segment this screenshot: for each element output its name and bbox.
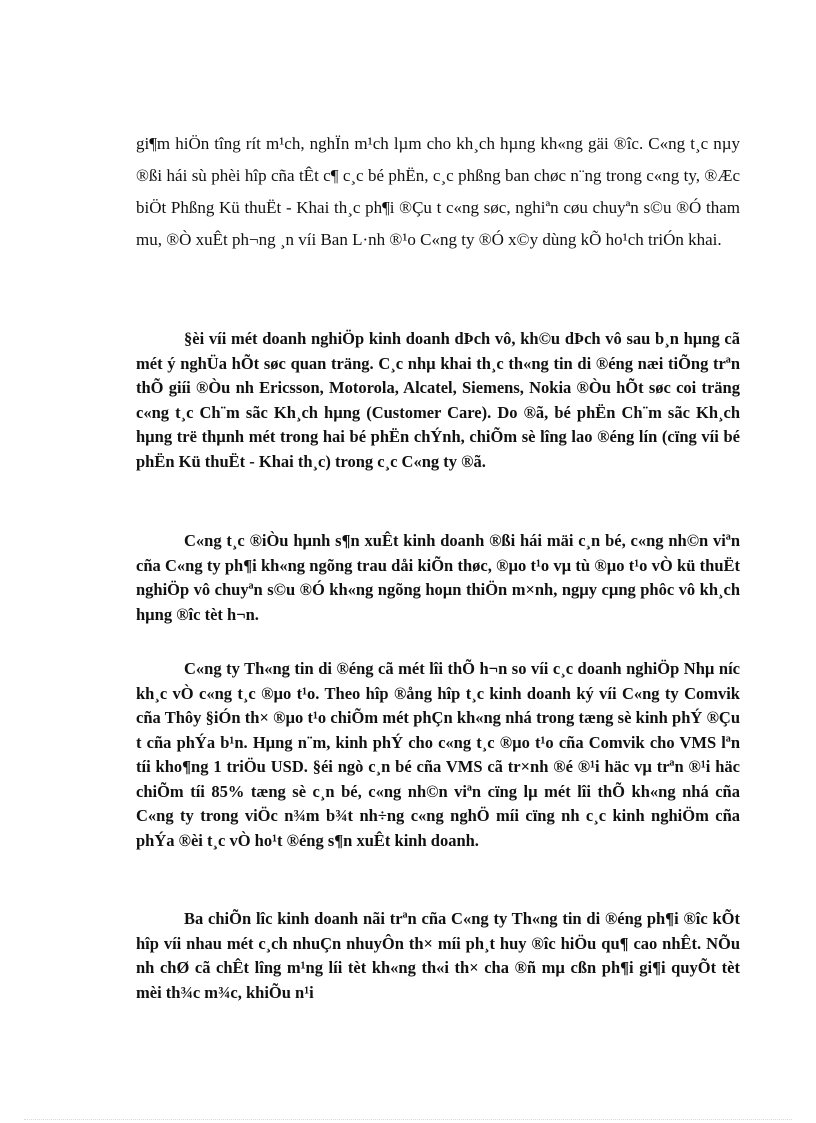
paragraph-1: gi¶m hiÖn tîng rít m¹ch, nghÏn m¹ch lµm cho kh¸ch hµng kh«ng gäi ®îc. C«ng t¸c nµy ®ßi hái sù phèi hîp cña tÊt c¶ c¸c bé phËn, c¸c phßng ban chøc n¨ng trong c«ng ty, ®Æc biÖt Phßng Kü thuËt - Khai th¸c ph¶i ®Çu t c«ng søc, nghiªn cøu chuyªn s©u ®Ó tham mu, ®Ò xuÊt ph¬ng ¸n víi Ban L·nh ®¹o C«ng ty ®Ó x©y dùng kÕ ho¹ch triÓn khai. — [136, 134, 740, 249]
paragraph-2: §èi víi mét doanh nghiÖp kinh doanh dÞch vô, kh©u dÞch vô sau b¸n hµng cã mét ý nghÜa hÕt søc quan träng. C¸c nhµ khai th¸c th«ng tin di ®éng næi tiÕng trªn thÕ giíi ®Òu nh Ericsson, Motorola, Alcatel, Siemens, Nokia ®Òu hÕt søc coi träng c«ng t¸c Ch¨m sãc Kh¸ch hµng (Customer Care). Do ®ã, bé phËn Ch¨m sãc Kh¸ch hµng trë thµnh mét trong hai bé phËn chÝnh, chiÕm sè lîng lao ®éng lín (cïng víi bé phËn Kü thuËt - Khai th¸c) trong c¸c C«ng ty ®ã. — [136, 329, 740, 471]
paragraph-5: Ba chiÕn lîc kinh doanh nãi trªn cña C«ng ty Th«ng tin di ®éng ph¶i ®îc kÕt hîp víi nhau mét c¸ch nhuÇn nhuyÔn th× míi ph¸t huy ®îc hiÖu qu¶ cao nhÊt. NÕu nh chØ cã chÊt lîng m¹ng líi tèt kh«ng th«i th× cha ®ñ mµ cßn ph¶i gi¶i quyÕt tèt mèi th¾c m¾c, khiÕu n¹i — [136, 909, 740, 1002]
page-bottom-divider — [24, 1119, 792, 1120]
paragraph-4: C«ng ty Th«ng tin di ®éng cã mét lîi thÕ h¬n so víi c¸c doanh nghiÖp Nhµ níc kh¸c vÒ c«ng t¸c ®µo t¹o. Theo hîp ®ång hîp t¸c kinh doanh ký víi C«ng ty Comvik cña Thôy §iÓn th× ®µo t¹o chiÕm mét phÇn kh«ng nhá trong tæng sè kinh phÝ ®Çu t cña phÝa b¹n. Hµng n¨m, kinh phÝ cho c«ng t¸c ®µo t¹o cña Comvik cho VMS lªn tíi kho¶ng 1 triÖu USD. §éi ngò c¸n bé cña VMS cã tr×nh ®é ®¹i häc vµ trªn ®¹i häc chiÕm tíi 85% tæng sè c¸n bé, c«ng nh©n viªn cïng lµ mét lîi thÕ kh«ng nhá cña C«ng ty trong viÖc n¾m b¾t nh÷ng c«ng nghÖ míi cïng nh c¸c kinh nghiÖm cña phÝa ®èi t¸c vÒ ho¹t ®éng s¶n xuÊt kinh doanh. — [136, 659, 740, 850]
paragraph-3: C«ng t¸c ®iÒu hµnh s¶n xuÊt kinh doanh ®ßi hái mäi c¸n bé, c«ng nh©n viªn cña C«ng ty ph¶i kh«ng ngõng trau dåi kiÕn thøc, ®µo t¹o vµ tù ®µo t¹o vÒ kü thuËt nghiÖp vô chuyªn s©u ®Ó kh«ng ngõng hoµn thiÖn m×nh, ngµy cµng phôc vô kh¸ch hµng ®îc tèt h¬n. — [136, 531, 740, 624]
